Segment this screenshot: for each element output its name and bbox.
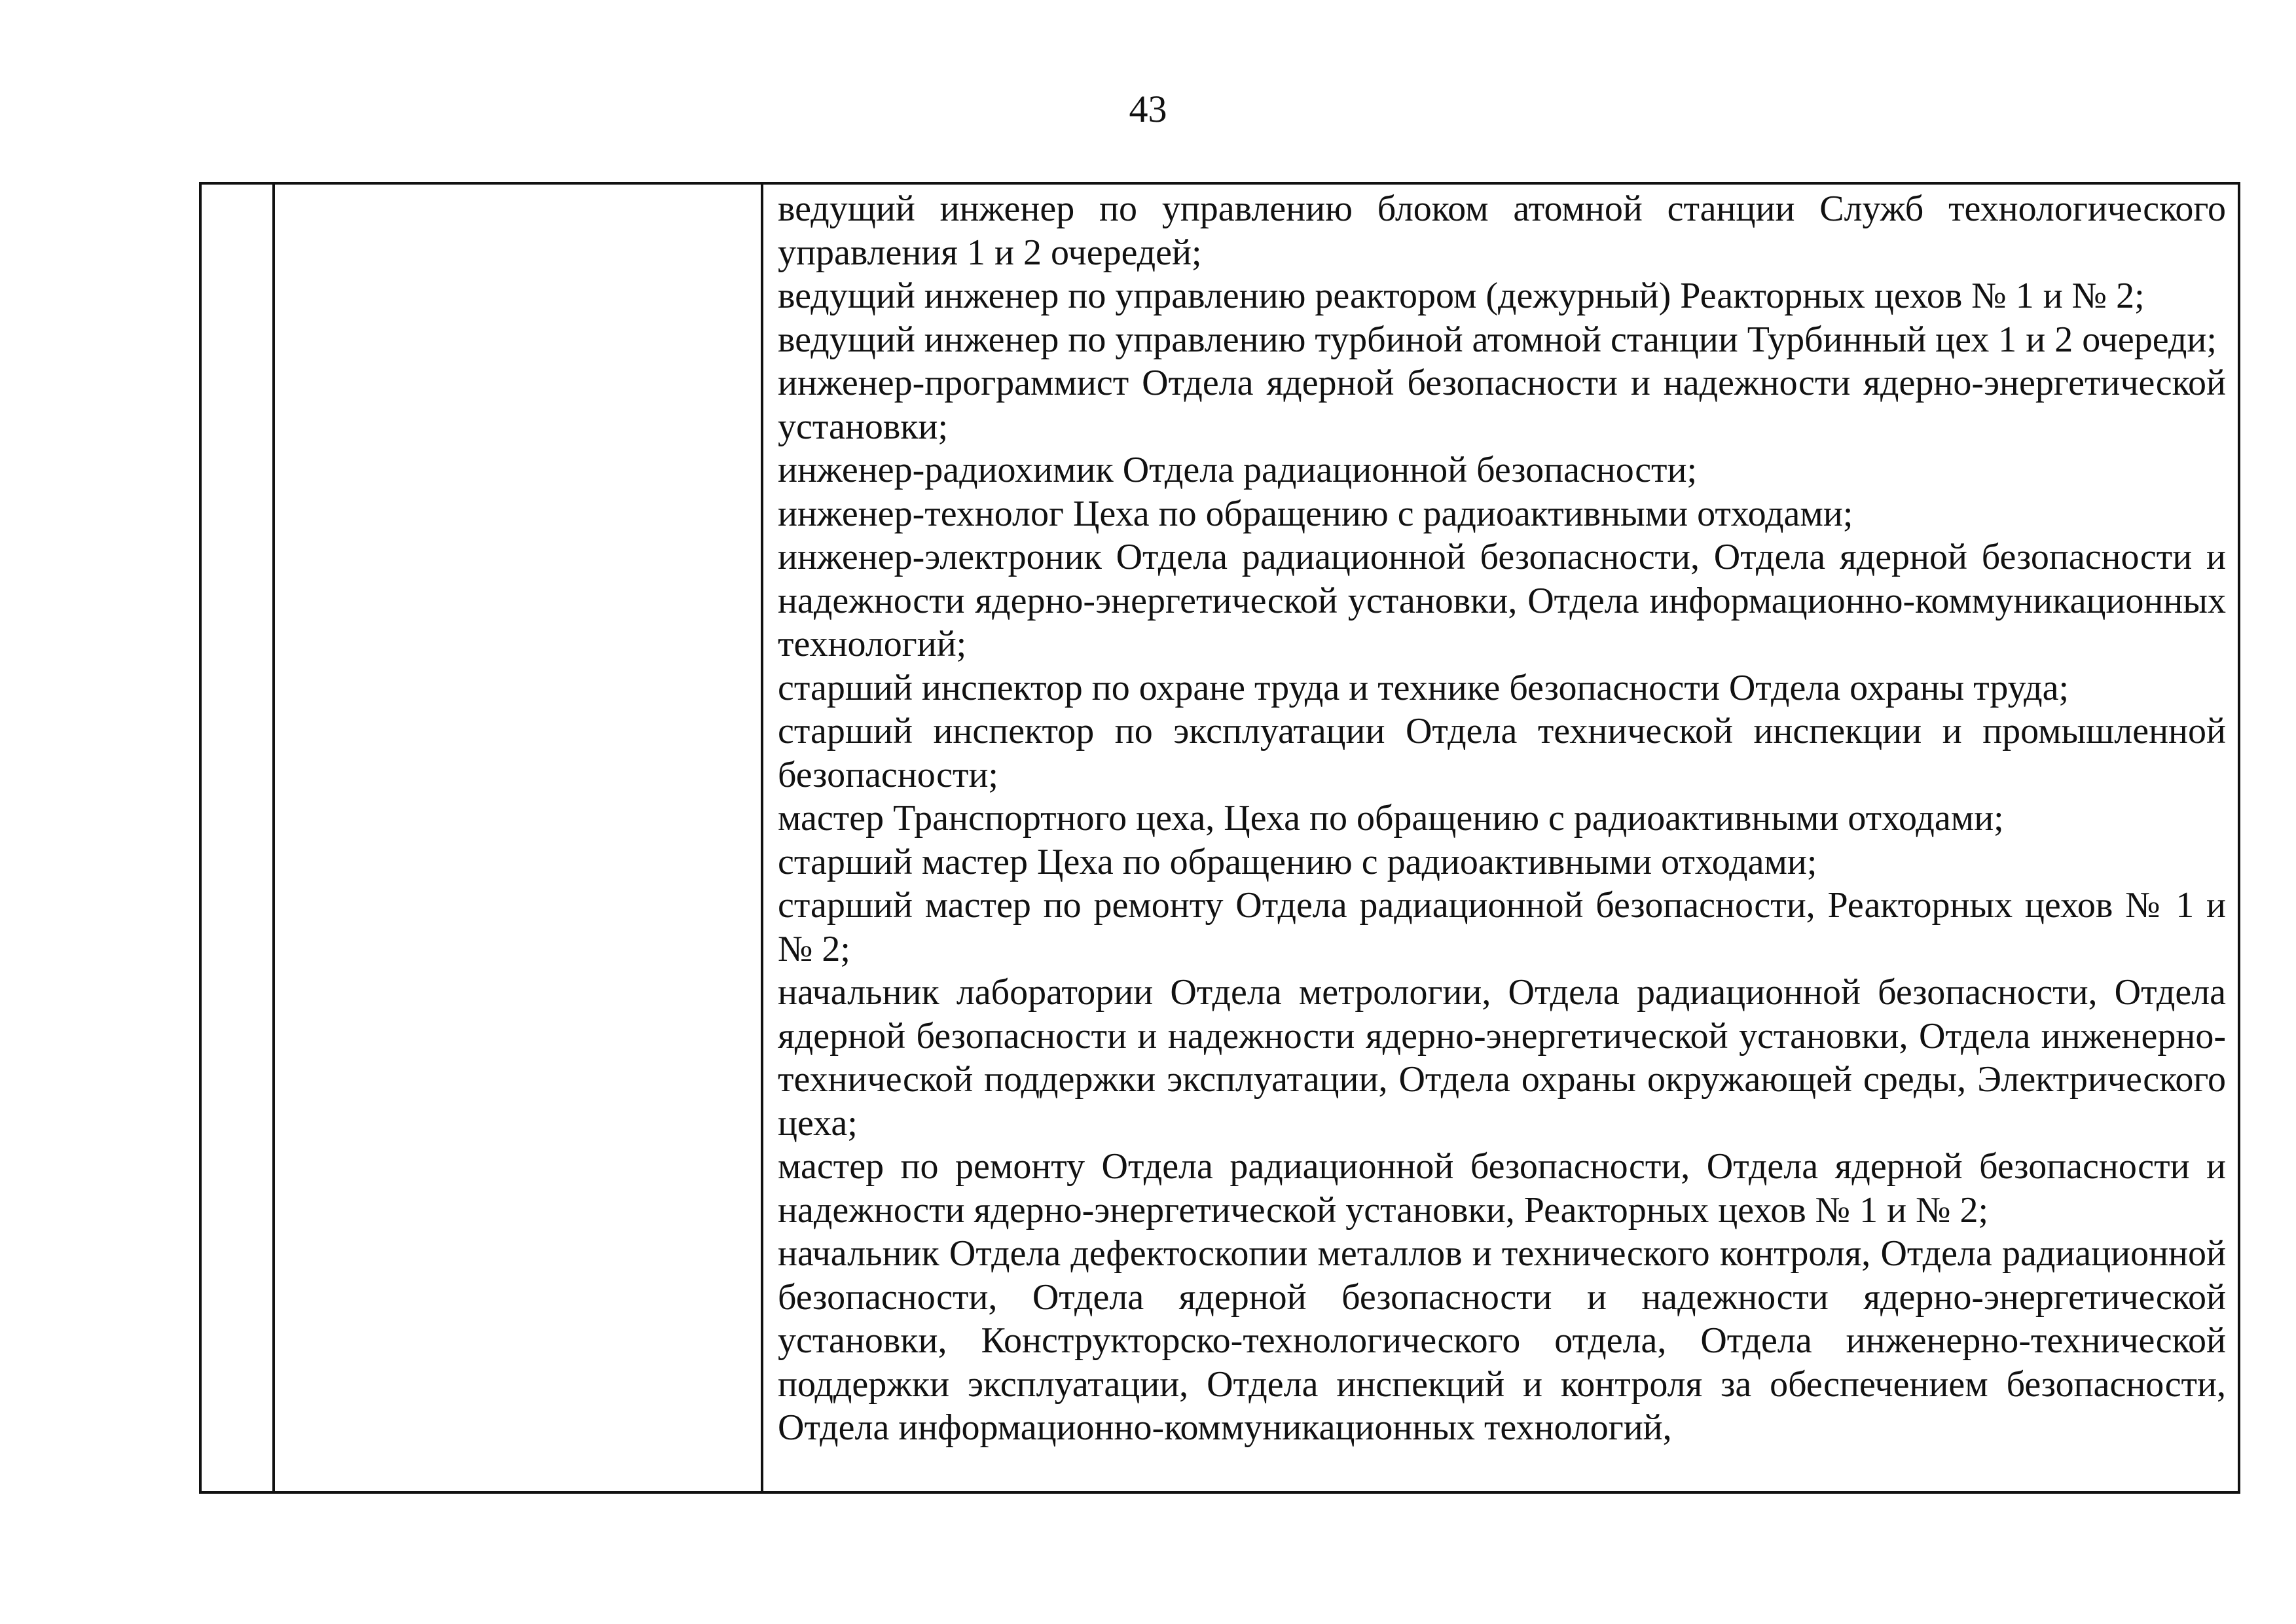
position-entry: инженер-радиохимик Отдела радиационной безопасности; [778,450,1698,490]
position-entry: инженер-технолог Цеха по обращению с радиоактивными отходами; [778,493,1853,534]
position-entry: инженер-программист Отдела ядерной безопасности и надежности ядерно-энергетической установки; [778,363,2226,447]
position-entry: ведущий инженер по управлению блоком атомной станции Служб технологического управления 1 и 2 очередей; [778,189,2226,273]
position-entry: мастер Транспортного цеха, Цеха по обращению с радиоактивными отходами; [778,798,2004,839]
table-column-number [202,185,275,1491]
document-table [199,182,2240,1494]
page-number: 43 [1129,88,1167,130]
position-entry: старший инспектор по охране труда и технике безопасности Отдела охраны труда; [778,667,2069,708]
table-column-positions [763,185,2238,1491]
position-entry: ведущий инженер по управлению реактором (дежурный) Реакторных цехов № 1 и № 2; [778,276,2145,316]
position-entry: инженер-электроник Отдела радиационной безопасности, Отдела ядерной безопасности и надежности ядерно-энергетической установки, Отдела информационно-коммуникационных технологий; [778,537,2226,664]
position-entry: начальник Отдела дефектоскопии металлов и технического контроля, Отдела радиационной безопасности, Отдела ядерной безопасности и надежности ядерно-энергетической установки, Конструкторско-технологического отдела, Отдела инженерно-технической поддержки эксплуатации, Отдела инспекций и контроля за обеспечением безопасности, Отдела информационно-коммуникационных технологий, [778,1233,2226,1448]
position-entry: старший мастер Цеха по обращению с радиоактивными отходами; [778,841,1817,882]
table-column-organization [275,185,763,1491]
position-entry: мастер по ремонту Отдела радиационной безопасности, Отдела ядерной безопасности и надежности ядерно-энергетической установки, Реакторных цехов № 1 и № 2; [778,1146,2226,1231]
position-entry: старший мастер по ремонту Отдела радиационной безопасности, Реакторных цехов № 1 и № 2; [778,885,2226,969]
position-entry: ведущий инженер по управлению турбиной атомной станции Турбинный цех 1 и 2 очереди; [778,319,2217,360]
position-entry: старший инспектор по эксплуатации Отдела технической инспекции и промышленной безопасности; [778,711,2226,795]
position-entry: начальник лаборатории Отдела метрологии, Отдела радиационной безопасности, Отдела ядерной безопасности и надежности ядерно-энергетической установки, Отдела инженерно-технической поддержки эксплуатации, Отдела охраны окружающей среды, Электрического цеха; [778,972,2226,1144]
